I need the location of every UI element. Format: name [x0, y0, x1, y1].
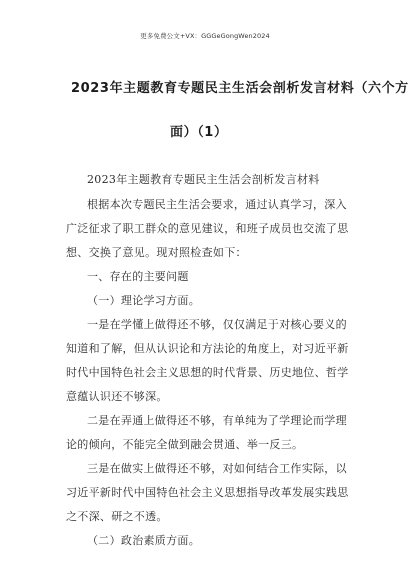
subsection-heading: （二）政治素质方面。 — [87, 534, 200, 547]
body-line: 时代中国特色社会主义思想的时代背景、历史地位、哲学 — [66, 366, 349, 379]
body-line: 想、交换了意见。现对照检查如下： — [66, 246, 247, 259]
body-line: 广泛征求了职工群众的意见建议，和班子成员也交流了思 — [66, 222, 349, 235]
document-title-line-1: 2023年主题教育专题民主生活会剖析发言材料（六个方 — [71, 81, 409, 96]
body-line: 一是在学懂上做得还不够，仅仅满足于对核心要义的 — [87, 318, 347, 331]
body-line: 之不深、研之不透。 — [66, 510, 168, 523]
document-title-line-2: 面）（1） — [170, 125, 228, 140]
body-line: 根据本次专题民主生活会要求，通过认真学习，深入 — [87, 198, 347, 211]
body-line: 知道和了解，但从认识论和方法论的角度上，对习近平新 — [66, 342, 349, 355]
body-line: 三是在做实上做得还不够，对如何结合工作实际，以 — [87, 462, 347, 475]
subsection-heading: （一）理论学习方面。 — [87, 294, 200, 307]
subtitle-paragraph: 2023年主题教育专题民主生活会剖析发言材料 — [87, 173, 320, 186]
body-line: 二是在弄通上做得还不够，有单纯为了学理论而学理 — [87, 414, 347, 427]
header-note: 更多免费公文+VX：GGGeGongWen2024 — [140, 32, 270, 40]
body-line: 论的倾向，不能完全做到融会贯通、举一反三。 — [66, 438, 304, 451]
body-line: 意蕴认识还不够深。 — [66, 390, 168, 403]
section-heading: 一、存在的主要问题 — [87, 270, 189, 283]
body-line: 习近平新时代中国特色社会主义思想指导改革发展实践思 — [66, 486, 349, 499]
